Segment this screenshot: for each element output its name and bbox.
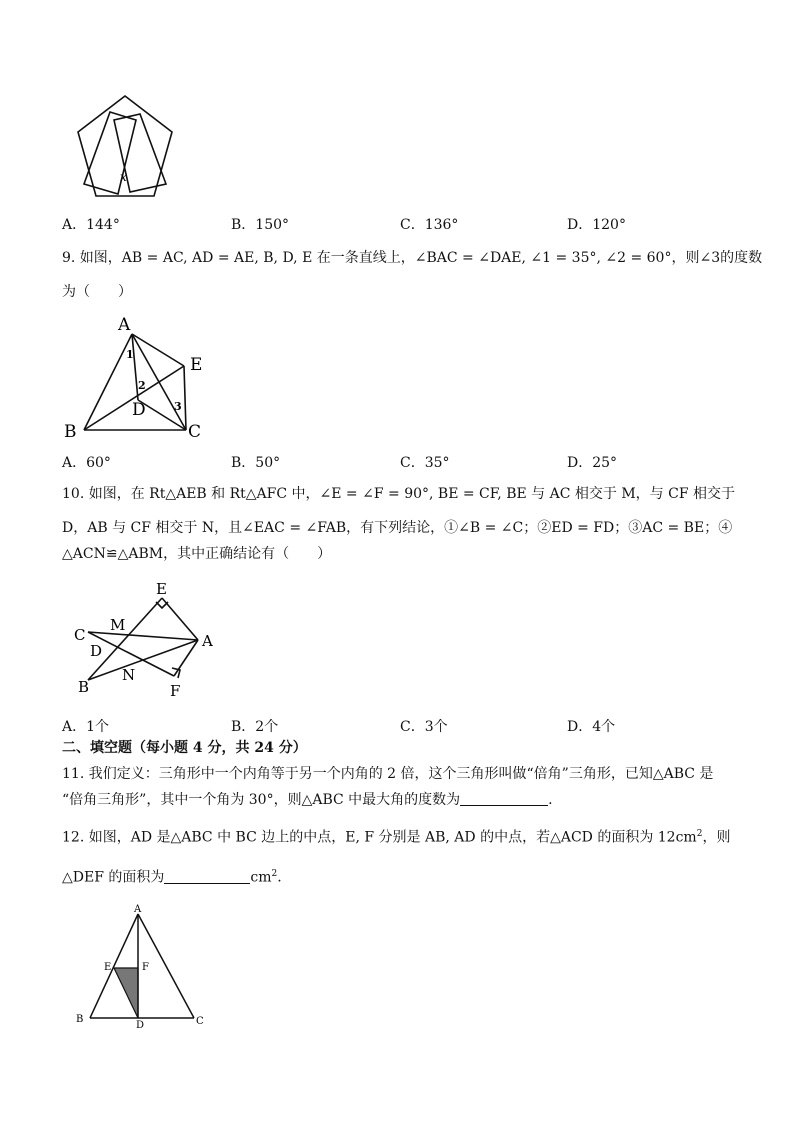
q10-label-a: A — [202, 632, 213, 650]
q10-options — [62, 716, 742, 736]
q9-option-c[interactable]: C．35° — [400, 455, 450, 471]
q10-stem-line1: 10. 如图，在 Rt△AEB 和 Rt△AFC 中，∠E = ∠F = 90°, BE = CF, BE 与 AC 相交于 M，与 CF 相交于 — [62, 486, 735, 502]
q10-label-b: B — [78, 678, 90, 696]
q8-label-x: x — [120, 170, 127, 184]
q10-label-n: N — [122, 666, 136, 684]
q10-option-a[interactable]: A．1个 — [62, 719, 110, 735]
q9-stem-line1: 9. 如图，AB = AC, AD = AE, B, D, E 在一条直线上，∠BAC = ∠DAE, ∠1 = 35°, ∠2 = 60°，则∠3的度数 — [62, 250, 763, 266]
q11-stem-line2 — [62, 790, 754, 810]
q12-stem-text2: △DEF 的面积为 — [62, 869, 165, 886]
q12-stem-text: 12. 如图，AD 是△ABC 中 BC 边上的中点，E, F 分别是 AB, AD 的中点，若△ACD 的面积为 12cm — [62, 829, 697, 846]
q8-option-c[interactable]: C．136° — [400, 217, 459, 233]
q9-angle-2: 2 — [138, 379, 146, 392]
q9-angle-3: 3 — [174, 400, 182, 413]
q12-unit: cm — [250, 869, 272, 886]
q9-option-a[interactable]: A．60° — [62, 455, 111, 471]
q9-option-b[interactable]: B．50° — [231, 455, 281, 471]
q10-option-c[interactable]: C．3个 — [400, 719, 448, 735]
q10-figure — [70, 580, 230, 700]
q9-label-c: C — [188, 422, 202, 442]
q10-stem-line2: D，AB 与 CF 相交于 N，且∠EAC = ∠FAB，有下列结论，①∠B = ∠C；②ED = FD；③AC = BE；④ — [62, 520, 733, 536]
q10-label-c: C — [74, 626, 86, 644]
q12-stem-sup: 2 — [696, 829, 703, 839]
q10-option-b[interactable]: B．2个 — [231, 719, 279, 735]
q12-unit-sup: 2 — [271, 869, 278, 879]
q12-label-e: E — [104, 962, 112, 973]
q10-label-d: D — [90, 642, 103, 660]
q12-label-c: C — [196, 1016, 204, 1027]
q9-label-b: B — [64, 422, 77, 442]
q10-stem-line3: △ACN≌△ABM，其中正确结论有（ ） — [62, 546, 332, 562]
q12-answer-blank[interactable] — [164, 869, 250, 884]
q12-label-f: F — [142, 962, 149, 973]
q10-label-e: E — [156, 580, 167, 598]
q8-option-a[interactable]: A．144° — [62, 217, 120, 233]
q12-label-b: B — [76, 1014, 84, 1025]
q12-stem-end: ，则 — [702, 829, 731, 846]
q9-label-e: E — [190, 355, 203, 375]
q12-label-d: D — [136, 1020, 145, 1031]
q10-label-f: F — [170, 682, 181, 700]
q10-option-d[interactable]: D．4个 — [567, 719, 616, 735]
q8-figure — [70, 92, 180, 202]
q12-stem-line1 — [62, 824, 754, 848]
q9-figure — [60, 312, 220, 442]
q11-answer-blank[interactable] — [460, 791, 548, 806]
q9-options — [62, 452, 742, 472]
q8-option-b[interactable]: B．150° — [231, 217, 290, 233]
q9-stem-line2: 为（ ） — [62, 284, 132, 300]
q9-option-d[interactable]: D．25° — [567, 455, 618, 471]
q12-stem-line2 — [62, 864, 754, 888]
section-fill-in-title: 二、填空题（每小题 4 分，共 24 分） — [62, 740, 307, 756]
q9-label-a: A — [118, 315, 131, 335]
q12-label-a: A — [134, 904, 142, 915]
q12-shaded-triangle — [114, 968, 138, 1018]
q11-stem-line1: 11. 我们定义：三角形中一个内角等于另一个内角的 2 倍，这个三角形叫做“倍角”三角形，已知△ABC 是 — [62, 766, 714, 782]
q12-figure — [74, 902, 214, 1032]
q9-label-d: D — [132, 400, 146, 420]
q10-label-m: M — [110, 616, 126, 634]
q12-stem-end2: . — [277, 869, 282, 886]
q8-option-d[interactable]: D．120° — [567, 217, 626, 233]
q11-stem-end: . — [548, 792, 553, 808]
q11-stem-text: “倍角三角形”，其中一个角为 30°，则△ABC 中最大角的度数为 — [62, 792, 461, 808]
q9-angle-1: 1 — [126, 348, 134, 361]
q8-options — [62, 214, 742, 234]
